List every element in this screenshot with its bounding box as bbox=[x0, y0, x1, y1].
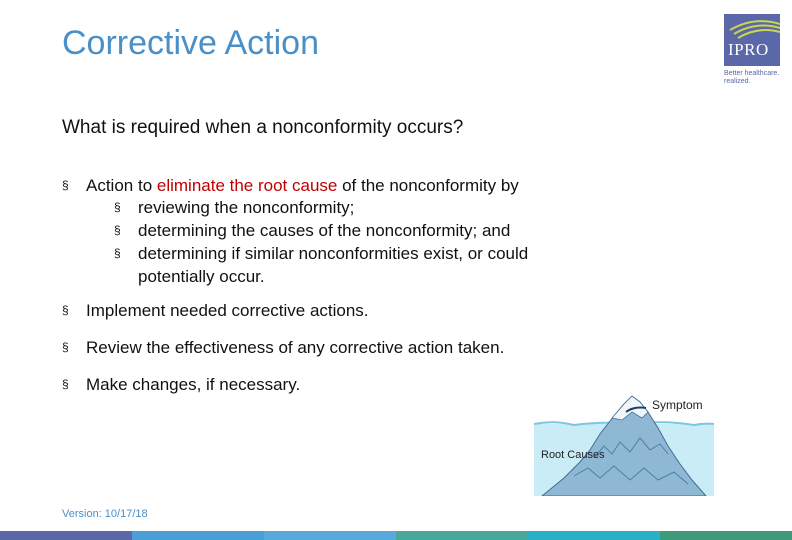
bullet-item bbox=[62, 337, 682, 358]
version-text: Version: 10/17/18 bbox=[62, 508, 148, 520]
sub-bullet-continuation: potentially occur. bbox=[138, 267, 265, 286]
logo-tagline-line1: Better healthcare. bbox=[724, 70, 780, 77]
symptom-label: Symptom bbox=[652, 398, 703, 412]
ipro-logo bbox=[724, 14, 780, 86]
sub-bullet-item bbox=[62, 242, 682, 288]
bullet-text: Review the effectiveness of any corrective action taken. bbox=[86, 338, 505, 357]
bullet-text-highlight: eliminate the root cause bbox=[156, 176, 338, 195]
sub-bullet-text: reviewing the nonconformity; bbox=[138, 198, 355, 217]
footer-segment bbox=[528, 531, 660, 540]
bullet-item bbox=[62, 175, 682, 196]
logo-text: IPRO bbox=[728, 40, 769, 59]
bullet-marker: § bbox=[62, 303, 69, 317]
logo-tagline-line2: realized. bbox=[724, 78, 751, 85]
footer-color-bar bbox=[0, 531, 792, 540]
bullet-marker: § bbox=[62, 340, 69, 354]
question-heading: What is required when a nonconformity occurs? bbox=[62, 117, 464, 138]
footer-segment bbox=[660, 531, 792, 540]
footer-segment bbox=[264, 531, 396, 540]
bullet-text: Implement needed corrective actions. bbox=[86, 301, 369, 320]
logo-tagline bbox=[724, 70, 780, 86]
bullet-marker: § bbox=[114, 246, 121, 260]
root-causes-label: Root Causes bbox=[541, 449, 605, 461]
bullet-text-suffix: of the nonconformity by bbox=[337, 176, 519, 195]
bullet-marker: § bbox=[62, 178, 69, 192]
sub-bullet-item bbox=[62, 196, 682, 219]
bullet-text-prefix: Action to bbox=[86, 176, 157, 195]
bullet-marker: § bbox=[114, 223, 121, 237]
footer-segment bbox=[396, 531, 528, 540]
bullet-marker: § bbox=[62, 377, 69, 391]
footer-segment bbox=[0, 531, 132, 540]
bullet-marker: § bbox=[114, 200, 121, 214]
bullet-item bbox=[62, 300, 682, 321]
bullet-list bbox=[62, 175, 682, 395]
sub-bullet-text: determining the causes of the nonconformity; and bbox=[138, 221, 511, 240]
sub-bullet-item bbox=[62, 219, 682, 242]
logo-mark bbox=[724, 14, 780, 66]
footer-segment bbox=[132, 531, 264, 540]
slide-title: Corrective Action bbox=[62, 24, 319, 62]
bullet-text: Make changes, if necessary. bbox=[86, 375, 301, 394]
sub-bullet-text: determining if similar nonconformities exist, or could bbox=[138, 244, 529, 263]
